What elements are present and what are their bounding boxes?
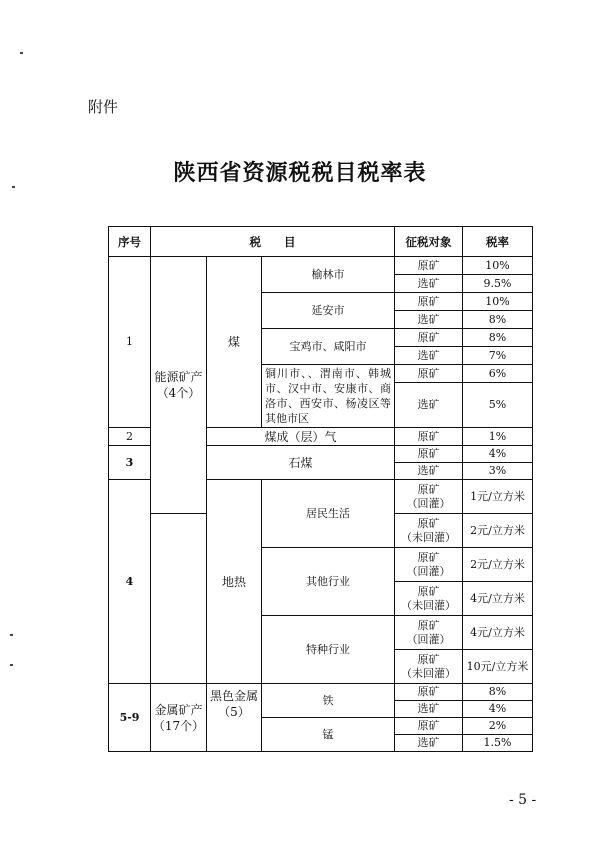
table-row [109, 257, 533, 275]
header-item: 税 目 [151, 227, 395, 257]
object-cell: 选矿 [395, 463, 463, 480]
attachment-label: 附件 [88, 98, 119, 116]
rate-cell: 6% [463, 365, 533, 383]
rate-cell: 2元/立方米 [463, 548, 533, 582]
group-energy-continued [151, 616, 207, 650]
object-cell: 原矿 [395, 257, 463, 275]
header-rate: 税率 [463, 227, 533, 257]
rate-cell: 8% [463, 684, 533, 701]
object-cell: 选矿 [395, 701, 463, 718]
rate-cell: 10% [463, 257, 533, 275]
object-cell: 原矿 [395, 428, 463, 446]
object-cell: 原矿 （未回灌） [395, 582, 463, 616]
rate-cell: 10% [463, 293, 533, 311]
seq-cell: 3 [109, 446, 151, 480]
table-row [109, 684, 533, 701]
rate-cell: 4% [463, 446, 533, 463]
group-energy-continued [151, 650, 207, 684]
item-coal: 煤 [207, 257, 262, 428]
object-cell: 选矿 [395, 735, 463, 752]
item-geothermal: 地热 [207, 480, 262, 684]
group-metal: 金属矿产 （17个） [151, 684, 207, 752]
region-yanan: 延安市 [262, 293, 395, 329]
item-stone-coal: 石煤 [207, 446, 395, 480]
object-cell: 原矿 [395, 684, 463, 701]
region-other-cities: 铜川市、、渭南市、韩城市、汉中市、安康市、商洛市、西安市、杨凌区等其他市区 [262, 365, 395, 428]
object-cell: 选矿 [395, 383, 463, 428]
region-yulin: 榆林市 [262, 257, 395, 293]
seq-cell: 4 [109, 480, 151, 684]
mineral-iron: 铁 [262, 684, 395, 718]
rate-cell: 10元/立方米 [463, 650, 533, 684]
object-cell: 原矿 （未回灌） [395, 514, 463, 548]
table-row [109, 616, 533, 650]
object-cell: 原矿 [395, 446, 463, 463]
group-energy: 能源矿产 （4个） [151, 257, 207, 514]
rate-cell: 4元/立方米 [463, 616, 533, 650]
rate-cell: 2元/立方米 [463, 514, 533, 548]
seq-cell: 5-9 [109, 684, 151, 752]
page-number: - 5 - [509, 792, 537, 808]
use-special-industry: 特种行业 [262, 616, 395, 684]
scan-speck [20, 52, 23, 54]
table-row [109, 548, 533, 582]
scan-speck [10, 634, 13, 636]
item-coal-gas: 煤成（层）气 [207, 428, 395, 446]
rate-cell: 8% [463, 311, 533, 329]
group-energy-continued [151, 548, 207, 582]
rate-cell: 8% [463, 329, 533, 347]
rate-cell: 5% [463, 383, 533, 428]
object-cell: 原矿 [395, 329, 463, 347]
object-cell: 原矿 （回灌） [395, 548, 463, 582]
object-cell: 原矿 [395, 293, 463, 311]
table-header-row [109, 227, 533, 257]
use-residential: 居民生活 [262, 480, 395, 548]
object-cell: 原矿 （回灌） [395, 480, 463, 514]
scan-speck [10, 664, 13, 666]
object-cell: 选矿 [395, 275, 463, 293]
seq-cell: 2 [109, 428, 151, 446]
object-cell: 选矿 [395, 311, 463, 329]
rate-cell: 1% [463, 428, 533, 446]
use-other-industry: 其他行业 [262, 548, 395, 616]
object-cell: 选矿 [395, 347, 463, 365]
group-energy-continued [151, 514, 207, 548]
rate-cell: 4元/立方米 [463, 582, 533, 616]
object-cell: 原矿 （未回灌） [395, 650, 463, 684]
mineral-manganese: 锰 [262, 718, 395, 752]
item-ferrous-metal: 黑色金属 （5） [207, 684, 262, 752]
header-object: 征税对象 [395, 227, 463, 257]
rate-cell: 3% [463, 463, 533, 480]
rate-cell: 2% [463, 718, 533, 735]
rate-cell: 1元/立方米 [463, 480, 533, 514]
object-cell: 原矿 （回灌） [395, 616, 463, 650]
rate-cell: 1.5% [463, 735, 533, 752]
rate-cell: 4% [463, 701, 533, 718]
region-baoji-xianyang: 宝鸡市、咸阳市 [262, 329, 395, 365]
group-energy-continued [151, 582, 207, 616]
document-title: 陕西省资源税税目税率表 [173, 160, 427, 186]
seq-cell: 1 [109, 257, 151, 428]
header-seq: 序号 [109, 227, 151, 257]
object-cell: 原矿 [395, 365, 463, 383]
rate-cell: 9.5% [463, 275, 533, 293]
tax-rate-table [108, 226, 533, 752]
object-cell: 原矿 [395, 718, 463, 735]
rate-cell: 7% [463, 347, 533, 365]
